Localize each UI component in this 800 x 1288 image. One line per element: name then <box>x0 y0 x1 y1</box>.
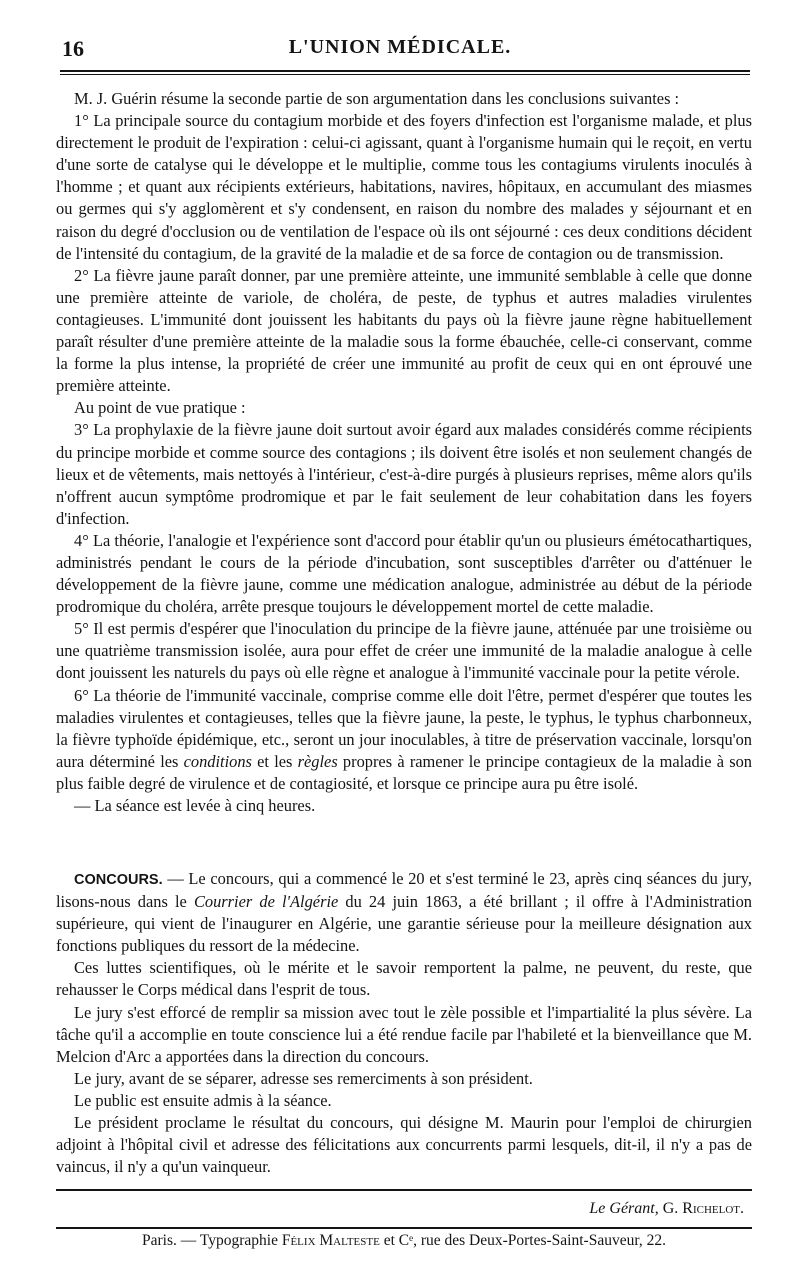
gerant-label: Le Gérant, <box>589 1200 659 1217</box>
conclusion-item-2: 2° La fièvre jaune paraît donner, par une première atteinte, une immunité semblable à celle que donne une première atteinte de variole, de choléra, de peste, de typhus et autres maladies virulentes contagieuses. L'immunité dont jouissent les habitants du pays où la fièvre jaune règne habituellement paraît résulter d'une première atteinte de la maladie sous la forme ébauchée, celle-ci conservant, comme la forme la plus intense, la propriété de créer une immunité au profit de ceux qui en ont éprouvé une première atteinte. <box>56 265 752 396</box>
concours-paragraph-1: CONCOURS. — Le concours, qui a commencé le 20 et s'est terminé le 23, après cinq séances du jury, lisons-nous dans le Courrier de l'Algérie du 24 juin 1863, a été brillant ; il offre à l'Administration supérieure, qui vient de l'inaugurer en Algérie, une garantie sérieuse pour la meilleure désignation aux fonctions publiques du ressort de la médecine. <box>56 869 752 956</box>
emphasis-regles: règles <box>297 751 338 771</box>
practical-intro: Au point de vue pratique : <box>74 398 246 418</box>
concours-paragraph-6: Le président proclame le résultat du concours, qui désigne M. Maurin pour l'emploi de chirurgien adjoint à l'hôpital civil et adresse des félicitations aux concurrents parmi lesquels, dit-il, il n'y a pas de vaincus, il n'y a qu'un vainqueur. <box>56 1113 752 1177</box>
conclusion-item-6: 6° La théorie de l'immunité vaccinale, comprise comme elle doit l'être, permet d'espérer que toutes les maladies virulentes et contagieuses, telles que la fièvre jaune, la peste, le typhus, le typhus charbonneux, la fièvre typhoïde épidémique, etc., seront un jour inoculables, à titre de préservation vaccinale, lorsqu'on aura déterminé les conditions et les règles propres à ramener le principe contagieux de la maladie à son plus faible degré de virulence et de contagiosité, et lorsque ce principe aura pu être isolé. <box>56 685 752 793</box>
conclusion-item-4: 4° La théorie, l'analogie et l'expérience sont d'accord pour établir qu'un ou plusieurs émétocathartiques, administrés pendant le cours de la période d'incubation, sont susceptibles d'arrêter ou d'atténuer le développement de la fièvre jaune, comme une médication analogue, administrée au début de la période prodromique du choléra, arrête presque toujours le développement mortel de cette maladie. <box>56 530 752 617</box>
conclusions-intro: M. J. Guérin résume la seconde partie de son argumentation dans les conclusions suivantes : <box>74 89 680 108</box>
conclusion-item-3: 3° La prophylaxie de la fièvre jaune doit surtout avoir égard aux malades considérés comme récipients du principe morbide et comme source des contagions ; ils doivent être isolés et non seulement changés de lieux et de vêtements, mais nettoyés à l'intérieur, c'est-à-dire purgés à plusieurs reprises, même alors qu'ils n'offrent aucun symptôme prodromique et par le fait seulement de leur cohabitation dans les foyers d'infection. <box>56 420 753 528</box>
emphasis-conditions: conditions <box>183 751 252 771</box>
running-title: L'UNION MÉDICALE. <box>288 36 512 58</box>
concours-section <box>56 868 752 1178</box>
concours-headword: CONCOURS. <box>74 872 163 888</box>
conclusion-item-5: 5° Il est permis d'espérer que l'inoculation du principe de la fièvre jaune, atténuée par une troisième ou une quatrième transmission isolée, aura pour effet de créer une immunité de la maladie analogue à celle dont jouissent les naturels du pays où elle règne et analogue à l'immunité vaccinale pour la petite vérole. <box>56 619 752 683</box>
conclusion-item-1: 1° La principale source du contagium morbide et des foyers d'infection est l'organisme malade, et plus directement le produit de l'expiration : celui-ci agissant, quant à l'organisme humain qui le reçoit, en vertu d'une sorte de catalyse qui le développe et le multiplie, comme tous les contagiums virulents inoculés à l'homme ; et quant aux récipients extérieurs, habitations, navires, hôpitaux, en accumulant des miasmes ou germes qui s'y agglomèrent et s'y condensent, en raison du nombre des malades y séjournant et en raison du degré d'occlusion ou de ventilation de l'espace où ils ont séjourné : ces deux conditions décident de l'intensité du contagium, de la gravité de la maladie et de sa force de contagion ou de transmission. <box>56 111 752 263</box>
printer-imprint: Paris. — Typographie Félix Malteste et Cᵉ, rue des Deux-Portes-Saint-Sauveur, 22. <box>142 1232 666 1249</box>
header-rule-thin <box>60 74 750 75</box>
concours-paragraph-3: Le jury s'est efforcé de remplir sa mission avec tout le zèle possible et l'impartialité la plus sévère. La tâche qu'il a accomplie en toute conscience lui a été rendue facile par l'habileté et la bienveillance que M. Melcion d'Arc a apportées dans la direction du concours. <box>56 1002 752 1066</box>
conclusions-section <box>56 88 752 817</box>
page-header <box>50 36 750 68</box>
concours-paragraph-5: Le public est ensuite admis à la séance. <box>74 1090 332 1110</box>
page-number: 16 <box>62 36 84 61</box>
header-rule <box>60 70 750 72</box>
newspaper-title: Courrier de l'Algérie <box>193 892 339 912</box>
footer-rule-bottom <box>56 1227 752 1229</box>
footer-rule-top <box>56 1189 752 1191</box>
concours-paragraph-4: Le jury, avant de se séparer, adresse ses remerciments à son président. <box>74 1068 533 1088</box>
session-closing: — La séance est levée à cinq heures. <box>74 796 316 815</box>
concours-paragraph-2: Ces luttes scientifiques, où le mérite et le savoir remportent la palme, ne peuvent, du reste, que rehausser le Corps médical dans l'esprit de tous. <box>56 958 752 1000</box>
gerant-signature <box>589 1200 744 1218</box>
gerant-name: G. Richelot. <box>662 1200 744 1217</box>
printer-name: Félix Malteste <box>281 1232 380 1249</box>
